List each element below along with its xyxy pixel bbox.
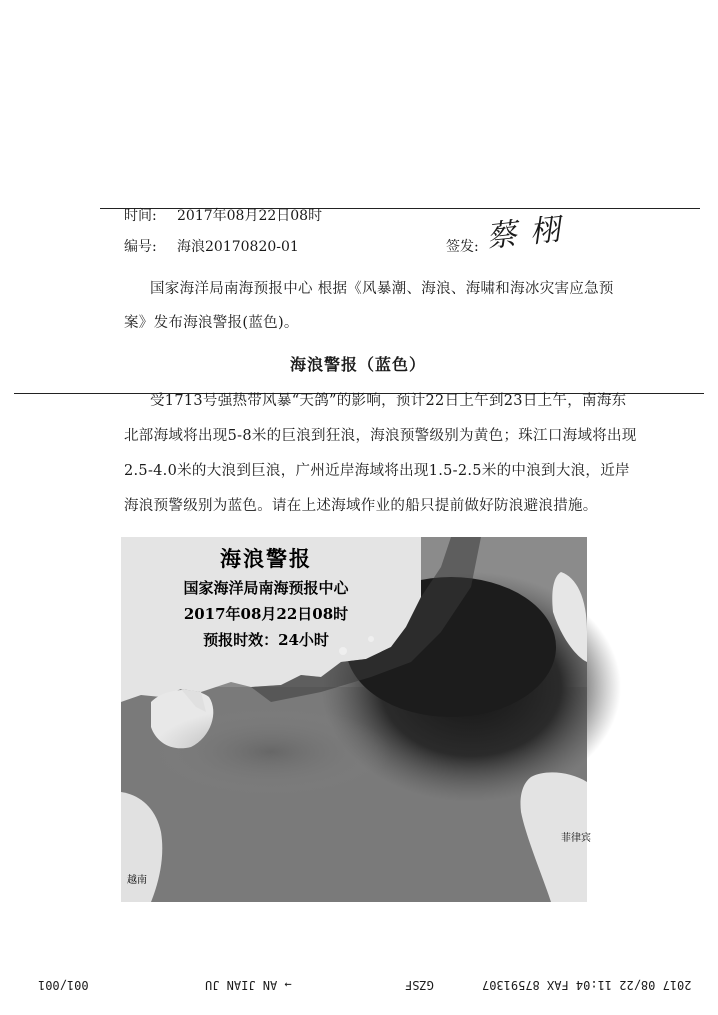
fax-header-left: 2017 08/22 11:04 FAX 87591307 <box>482 978 692 992</box>
map-validity: 预报时效：24小时 <box>203 631 329 649</box>
time-value: 2017年08月22日08时 <box>177 208 323 224</box>
fax-header-right: → AN JIAN JU <box>205 978 292 992</box>
signer-signature: 蔡 栩 <box>484 212 564 255</box>
wave-warning-map <box>121 537 591 902</box>
body-line-2: 北部海域将出现5-8米的巨浪到狂浪，海浪预警级别为黄色；珠江口海域将出现 <box>124 428 637 444</box>
fax-page-number: 001/001 <box>38 978 89 992</box>
signer-label: 签发: <box>446 239 479 255</box>
intro-line-1: 国家海洋局南海预报中心 根据《风暴潮、海浪、海啸和海冰灾害应急预 <box>150 281 614 297</box>
map-title: 海浪警报 <box>220 546 312 571</box>
body-line-1: 受1713号强热带风暴“天鸽”的影响，预计22日上午到23日上午，南海东 <box>150 393 627 409</box>
time-label: 时间: <box>124 208 157 224</box>
intro-line-2: 案》发布海浪警报(蓝色)。 <box>124 315 299 331</box>
number-value: 海浪20170820-01 <box>177 239 299 255</box>
philippines-label: 菲律宾 <box>561 833 591 844</box>
number-label: 编号: <box>124 239 157 255</box>
map-datetime: 2017年08月22日08时 <box>183 605 349 623</box>
vietnam-label: 越南 <box>127 875 147 886</box>
map-agency: 国家海洋局南海预报中心 <box>183 579 349 597</box>
fax-header-middle: GZSF <box>405 978 434 992</box>
warning-title: 海浪警报（蓝色） <box>290 355 427 374</box>
coastal-waves <box>151 707 391 797</box>
body-line-3: 2.5-4.0米的大浪到巨浪，广州近岸海域将出现1.5-2.5米的中浪到大浪，近岸 <box>124 463 630 479</box>
body-line-4: 海浪预警级别为蓝色。请在上述海域作业的船只提前做好防浪避浪措施。 <box>124 498 598 514</box>
